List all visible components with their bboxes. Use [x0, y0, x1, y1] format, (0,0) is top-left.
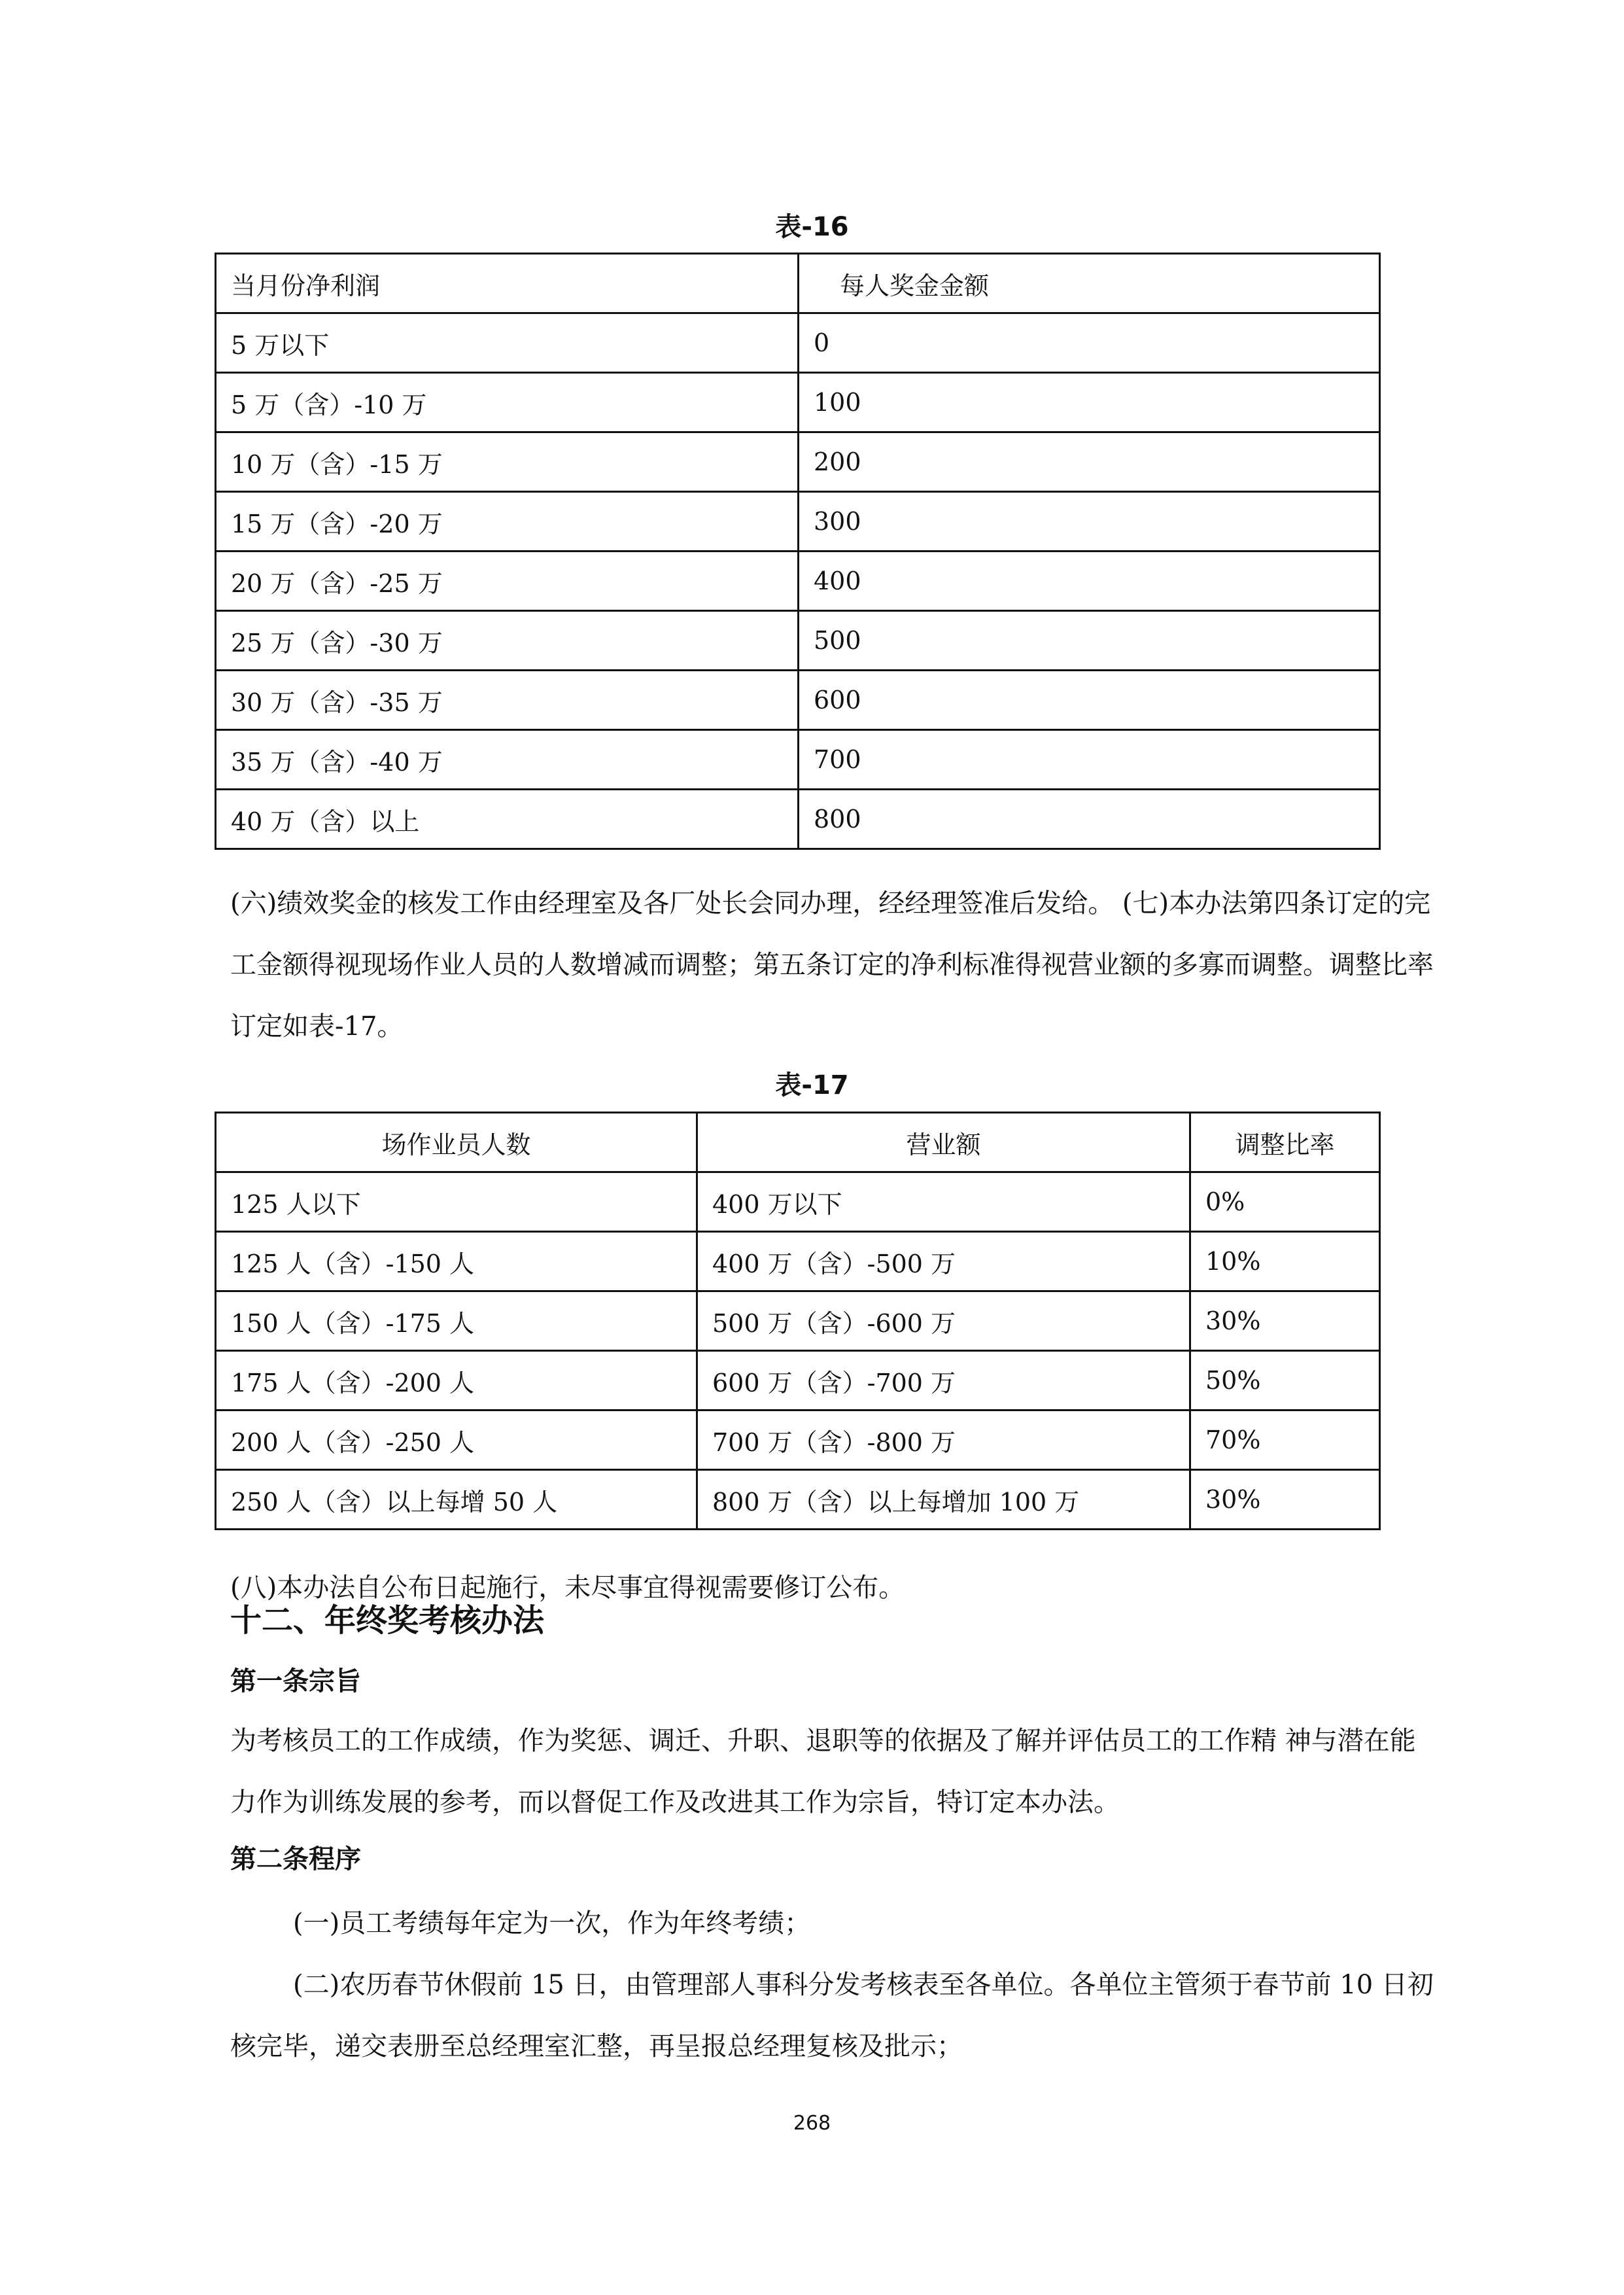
table-cell: 500 万（含）-600 万: [697, 1291, 1190, 1351]
table-17: [215, 1112, 1381, 1530]
table-cell: 800 万（含）以上每增加 100 万: [697, 1470, 1190, 1530]
article-1-text: 为考核员工的工作成绩，作为奖惩、调迁、升职、退职等的依据及了解并评估员工的工作精 神与潜在能力作为训练发展的参考，而以督促工作及改进其工作为宗旨，特订定本办法。: [230, 1726, 1416, 1817]
table-cell: 700 万（含）-800 万: [697, 1410, 1190, 1470]
table-16-caption: 表-16: [775, 212, 849, 242]
table-row: [216, 611, 1380, 671]
table-header-row: [216, 1113, 1380, 1172]
table-cell: 600: [799, 671, 1380, 730]
table-cell: 70%: [1190, 1410, 1380, 1470]
table-row: [216, 730, 1380, 790]
table-cell: 400: [799, 552, 1380, 611]
table-cell: 500: [799, 611, 1380, 671]
page-number: 268: [793, 2112, 831, 2135]
table-row: [216, 313, 1380, 373]
table-row: [216, 373, 1380, 432]
table-cell: 200 人（含）-250 人: [216, 1410, 697, 1470]
table-cell: 35 万（含）-40 万: [216, 730, 799, 790]
table-cell: 250 人（含）以上每增 50 人: [216, 1470, 697, 1530]
table-cell: 700: [799, 730, 1380, 790]
table-cell: 10%: [1190, 1232, 1380, 1291]
table-cell: 5 万（含）-10 万: [216, 373, 799, 432]
table-cell: 300: [799, 492, 1380, 552]
header-cell: 每人奖金金额: [799, 254, 1380, 313]
header-cell: 营业额: [697, 1113, 1190, 1172]
table-cell: 20 万（含）-25 万: [216, 552, 799, 611]
table-cell: 0: [799, 313, 1380, 373]
table-row: [216, 1291, 1380, 1351]
table-row: [216, 552, 1380, 611]
table-row: [216, 1410, 1380, 1470]
table-row: [216, 671, 1380, 730]
header-cell: 当月份净利润: [216, 254, 799, 313]
table-cell: 0%: [1190, 1172, 1380, 1232]
table-cell: 200: [799, 432, 1380, 492]
table-cell: 400 万（含）-500 万: [697, 1232, 1190, 1291]
article-2-title: 第二条程序: [230, 1844, 361, 1874]
table-row: [216, 1470, 1380, 1530]
article-2-item-2: (二)农历春节休假前 15 日，由管理部人事科分发考核表至各单位。各单位主管须于春节前 10 日初核完毕，递交表册至总经理室汇整，再呈报总经理复核及批示；: [230, 1970, 1434, 2061]
section-heading: 十二、年终奖考核办法: [230, 1602, 545, 1639]
table-16: [215, 253, 1381, 850]
table-cell: 150 人（含）-175 人: [216, 1291, 697, 1351]
table-row: [216, 1172, 1380, 1232]
table-cell: 125 人以下: [216, 1172, 697, 1232]
table-cell: 100: [799, 373, 1380, 432]
paragraph-6-7: (六)绩效奖金的核发工作由经理室及各厂处长会同办理，经经理签准后发给。 (七)本办法第四条订定的完工金额得视现场作业人员的人数增减而调整；第五条订定的净利标准得视营业额的多寡而调整。调整比率订定如表-17。: [230, 888, 1434, 1042]
table-cell: 50%: [1190, 1351, 1380, 1410]
table-cell: 175 人（含）-200 人: [216, 1351, 697, 1410]
table-17-caption: 表-17: [775, 1070, 849, 1100]
table-cell: 30%: [1190, 1470, 1380, 1530]
table-row: [216, 790, 1380, 849]
paragraph-8: (八)本办法自公布日起施行，未尽事宜得视需要修订公布。: [230, 1573, 905, 1603]
table-row: [216, 1351, 1380, 1410]
table-cell: 40 万（含）以上: [216, 790, 799, 849]
header-cell: 调整比率: [1190, 1113, 1380, 1172]
table-cell: 5 万以下: [216, 313, 799, 373]
table-row: [216, 492, 1380, 552]
table-cell: 15 万（含）-20 万: [216, 492, 799, 552]
table-cell: 30%: [1190, 1291, 1380, 1351]
table-cell: 30 万（含）-35 万: [216, 671, 799, 730]
header-cell: 场作业员人数: [216, 1113, 697, 1172]
table-cell: 10 万（含）-15 万: [216, 432, 799, 492]
article-2-item-1: (一)员工考绩每年定为一次，作为年终考绩；: [293, 1908, 811, 1938]
table-cell: 600 万（含）-700 万: [697, 1351, 1190, 1410]
table-header-row: [216, 254, 1380, 313]
table-cell: 125 人（含）-150 人: [216, 1232, 697, 1291]
table-row: [216, 432, 1380, 492]
article-1-title: 第一条宗旨: [230, 1666, 361, 1696]
table-cell: 800: [799, 790, 1380, 849]
table-row: [216, 1232, 1380, 1291]
table-cell: 25 万（含）-30 万: [216, 611, 799, 671]
table-cell: 400 万以下: [697, 1172, 1190, 1232]
